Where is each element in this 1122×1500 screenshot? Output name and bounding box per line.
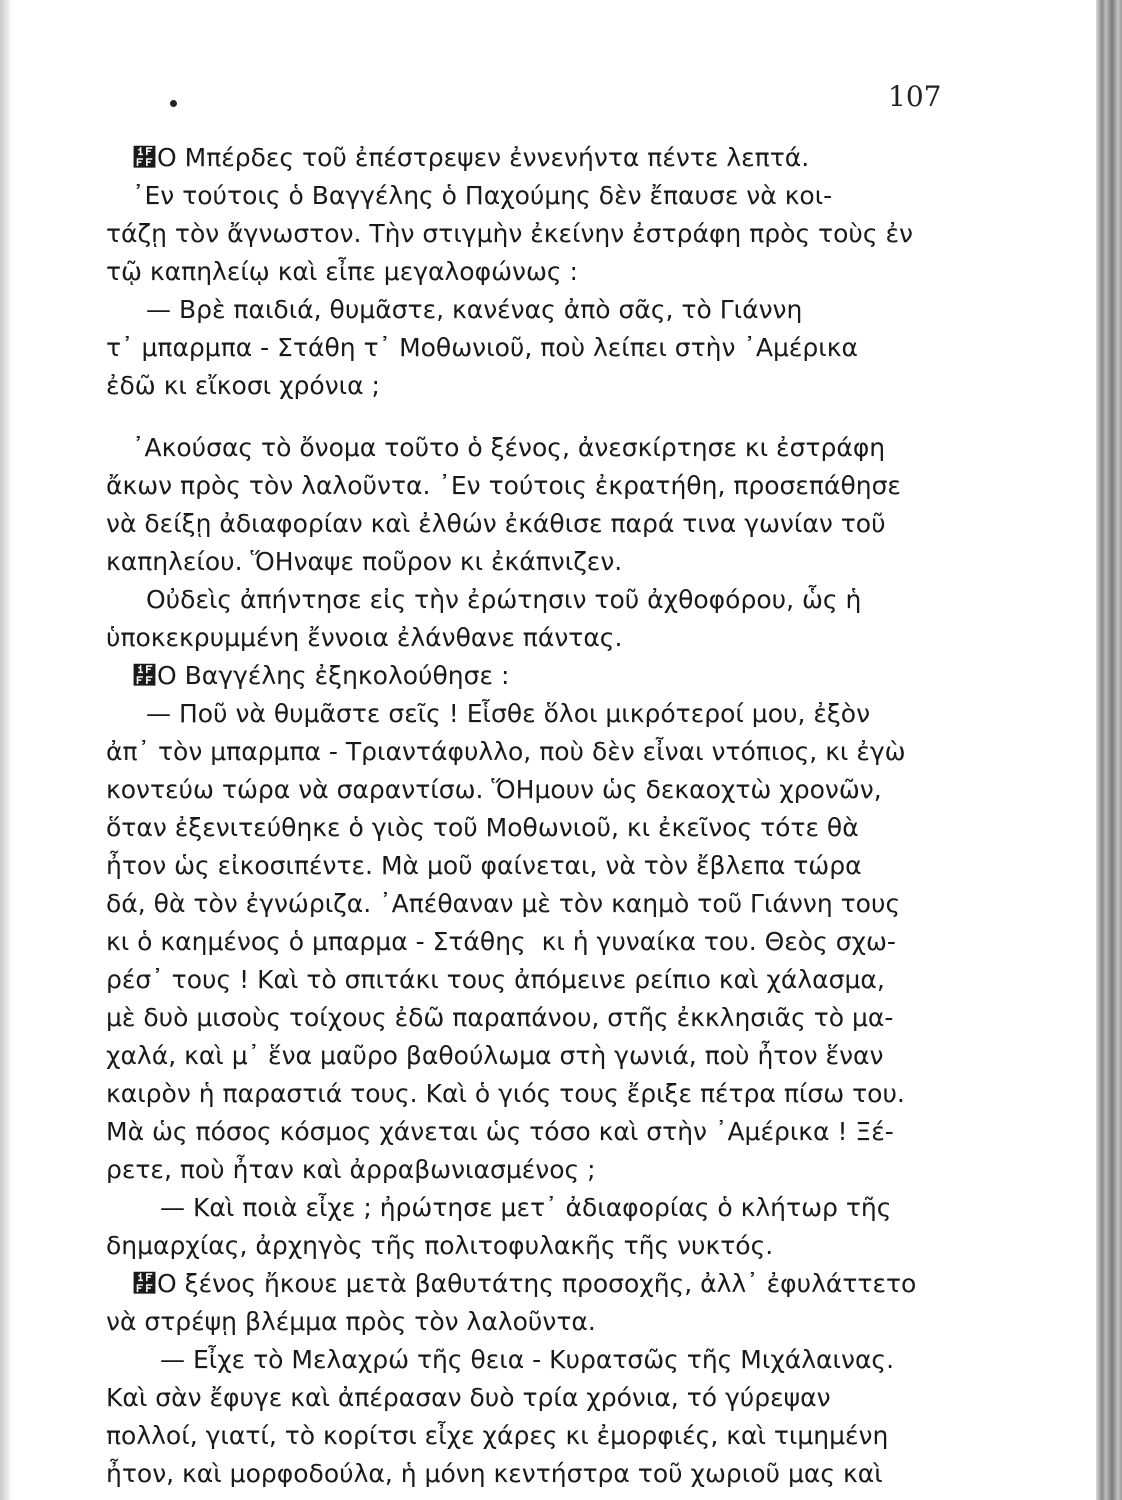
text-line: — Καὶ ποιὰ εἶχε ; ἠρώτησε μετ᾽ ἀδιαφορίας ὁ κλήτωρ τῆς — [160, 1193, 892, 1222]
text-line: ῿Ο Μπέρδες τοῦ ἐπέστρεψεν ἐννενήντα πέντε λεπτά. — [132, 143, 810, 172]
text-line: Μὰ ὡς πόσος κόσμος χάνεται ὡς τόσο καὶ στὴν ᾿Αμέρικα ! Ξέ- — [106, 1117, 894, 1146]
text-line: τῷ καπηλείῳ καὶ εἶπε μεγαλοφώνως : — [106, 257, 578, 286]
text-line: ρετε, ποὺ ἦταν καὶ ἀρραβωνιασμένος ; — [106, 1155, 596, 1184]
text-line: ῿Ο Βαγγέλης ἐξηκολούθησε : — [132, 661, 510, 690]
text-line: κι ὁ καημένος ὁ μπαρμα - Στάθης κι ἡ γυναίκα του. Θεὸς σχω- — [106, 927, 896, 956]
text-line: — Εἶχε τὸ Μελαχρώ τῆς θεια - Κυρατσῶς τῆς Μιχάλαινας. — [160, 1345, 895, 1374]
stray-dot-mark — [170, 100, 177, 107]
page-left-shadow — [0, 0, 12, 1500]
page-number: 107 — [888, 80, 942, 113]
text-line: Οὐδεὶς ἀπήντησε εἰς τὴν ἐρώτησιν τοῦ ἀχθοφόρου, ὧς ἡ — [146, 585, 862, 614]
text-line: ᾿Ακούσας τὸ ὄνομα τοῦτο ὁ ξένος, ἀνεσκίρτησε κι ἐστράφη — [132, 433, 886, 462]
text-line: νὰ στρέψῃ βλέμμα πρὸς τὸν λαλοῦντα. — [106, 1307, 596, 1336]
text-line: καιρὸν ἡ παραστιά τους. Καὶ ὁ γιός τους ἔριξε πέτρα πίσω του. — [106, 1079, 905, 1108]
text-line: χαλά, καὶ μ᾽ ἕνα μαῦρο βαθούλωμα στὴ γωνιά, ποὺ ἦτον ἕναν — [106, 1041, 884, 1070]
text-line: Καὶ σὰν ἔφυγε καὶ ἀπέρασαν δυὸ τρία χρόνια, τό γύρεψαν — [106, 1383, 831, 1412]
text-line: ᾿Εν τούτοις ὁ Βαγγέλης ὁ Παχούμης δὲν ἔπαυσε νὰ κοι- — [132, 181, 833, 210]
text-line: ὑποκεκρυμμένη ἔννοια ἐλάνθανε πάντας. — [106, 623, 623, 652]
text-line: ὅταν ἐξενιτεύθηκε ὁ γιὸς τοῦ Μοθωνιοῦ, κι ἐκεῖνος τότε θὰ — [106, 813, 859, 842]
text-line: — Βρὲ παιδιά, θυμᾶστε, κανένας ἀπὸ σᾶς, τὸ Γιάννη — [146, 295, 803, 324]
text-line: δά, θὰ τὸν ἐγνώριζα. ᾿Απέθαναν μὲ τὸν καημὸ τοῦ Γιάννη τους — [106, 889, 901, 918]
text-line: νὰ δείξῃ ἀδιαφορίαν καὶ ἐλθών ἐκάθισε παρά τινα γωνίαν τοῦ — [106, 509, 886, 538]
text-line: καπηλείου. ὍΗναψε ποῦρον κι ἐκάπνιζεν. — [106, 547, 623, 576]
text-line: ἐδῶ κι εἴκοσι χρόνια ; — [106, 371, 380, 400]
text-line: ρέσ᾽ τους ! Καὶ τὸ σπιτάκι τους ἀπόμεινε ρείπιο καὶ χάλασμα, — [106, 965, 885, 994]
text-line: δημαρχίας, ἀρχηγὸς τῆς πολιτοφυλακῆς τῆς νυκτός. — [106, 1231, 774, 1260]
text-line: ἦτον, καὶ μορφοδούλα, ἡ μόνη κεντήστρα τοῦ χωριοῦ μας καὶ — [106, 1459, 883, 1488]
text-line: κοντεύω τώρα νὰ σαραντίσω. ὍΗμουν ὡς δεκαοχτὼ χρονῶν, — [106, 775, 882, 804]
text-line: — Ποῦ νὰ θυμᾶστε σεῖς ! Εἷσθε ὅλοι μικρότεροί μου, ἐξὸν — [146, 699, 871, 728]
text-line: τάζῃ τὸν ἄγνωστον. Τὴν στιγμὴν ἐκείνην ἐστράφη πρὸς τοὺς ἐν — [106, 219, 913, 248]
text-line: ἄκων πρὸς τὸν λαλοῦντα. ᾿Εν τούτοις ἐκρατήθη, προσεπάθησε — [106, 471, 901, 500]
text-line: τ᾽ μπαρμπα - Στάθη τ᾽ Μοθωνιοῦ, ποὺ λείπει στὴν ᾿Αμέρικα — [106, 333, 858, 362]
book-page-edge — [1096, 0, 1122, 1500]
text-line: πολλοί, γιατί, τὸ κορίτσι εἶχε χάρες κι ἐμορφιές, καὶ τιμημένη — [106, 1421, 889, 1450]
text-line: ῿Ο ξένος ἤκουε μετὰ βαθυτάτης προσοχῆς, ἀλλ᾽ ἐφυλάττετο — [132, 1269, 917, 1298]
text-line: ἦτον ὡς εἰκοσιπέντε. Μὰ μοῦ φαίνεται, νὰ τὸν ἔβλεπα τώρα — [106, 851, 862, 880]
text-line: ἀπ᾽ τὸν μπαρμπα - Τριαντάφυλλο, ποὺ δὲν εἶναι ντόπιος, κι ἐγὼ — [106, 737, 906, 766]
text-line: μὲ δυὸ μισοὺς τοίχους ἐδῶ παραπάνου, στῆς ἐκκλησιᾶς τὸ μα- — [106, 1003, 894, 1032]
